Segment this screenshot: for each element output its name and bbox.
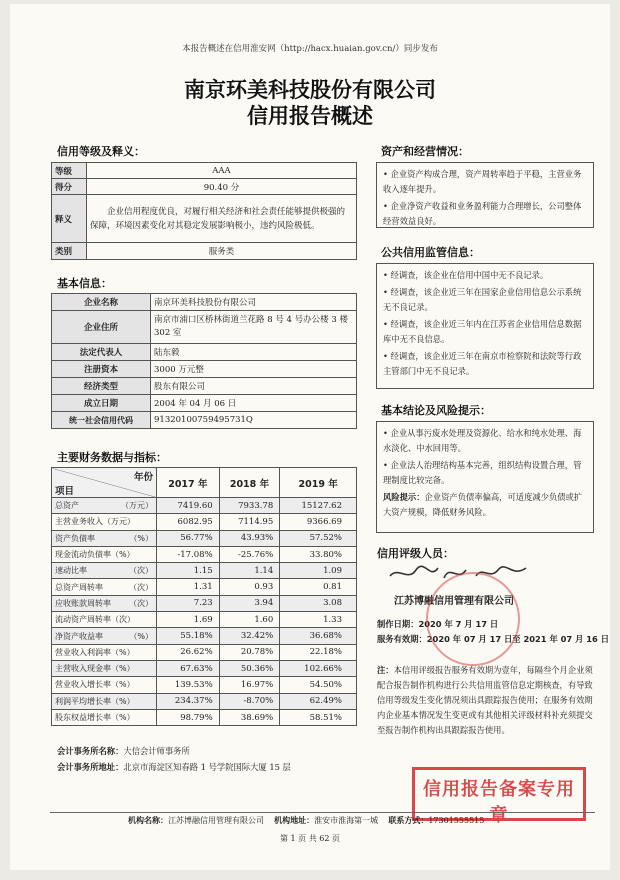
finance-value: 15127.62 xyxy=(280,498,357,514)
basic-label: 注册资本 xyxy=(52,361,151,378)
finance-value: 139.53% xyxy=(157,677,220,693)
finance-value: 3.94 xyxy=(219,595,280,611)
finance-item-label: 利润平均增长率（%） xyxy=(52,693,157,709)
finance-item-label: 总资产周转率 （次） xyxy=(52,579,157,595)
finance-value: 36.68% xyxy=(280,628,357,644)
finance-item-label: 应收账款周转率 （次） xyxy=(52,595,157,611)
footer-divider xyxy=(50,812,595,813)
credit-label: 得分 xyxy=(52,179,87,195)
conclusion-heading: 基本结论及风险提示： xyxy=(381,404,491,417)
note-block xyxy=(377,663,593,738)
basic-value: 南京环美科技股份有限公司 xyxy=(151,294,357,311)
finance-value: 33.80% xyxy=(280,546,357,562)
finance-value: 1.69 xyxy=(157,612,220,628)
supervision-heading: 公共信用监管信息： xyxy=(381,246,480,259)
table-row xyxy=(52,563,357,579)
credit-heading: 信用等级及释义： xyxy=(57,145,145,158)
table-row xyxy=(52,660,357,676)
credit-value: 服务类 xyxy=(87,243,357,260)
assets-item: • 企业净资产收益和业务盈利能力合理增长，公司整体经营效益良好。 xyxy=(383,201,582,226)
finance-value: 16.97% xyxy=(219,677,280,693)
finance-value: 1.33 xyxy=(280,612,357,628)
footer-phone-value: 17301555515 xyxy=(428,816,485,825)
raters-heading: 信用评级人员： xyxy=(377,547,454,560)
finance-value: 26.62% xyxy=(157,644,220,660)
supervision-item: • 经调查，该企业近三年在南京市检察院和法院等行政主管部门中无不良记录。 xyxy=(383,351,582,376)
year-header: 2019 年 xyxy=(280,468,357,498)
filing-stamp-text: 信用报告备案专用章 xyxy=(423,779,575,826)
conclusion-item: • 企业法人治理结构基本完善，组织结构设置合理，管理制度比较完备。 xyxy=(383,460,582,485)
assets-box xyxy=(376,162,594,228)
footer-addr-value: 淮安市淮海第一城 xyxy=(314,816,379,825)
table-row xyxy=(52,546,357,562)
supervision-item: • 经调查，该企业在信用中国中无不良记录。 xyxy=(383,270,549,280)
finance-value: 1.15 xyxy=(157,563,220,579)
basic-label: 法定代表人 xyxy=(52,344,151,361)
basic-label: 经济类型 xyxy=(52,378,151,395)
basic-value: 91320100759495731Q xyxy=(151,412,357,429)
supervision-item: • 经调查，该企业近三年在国家企业信用信息公示系统无不良记录。 xyxy=(383,287,582,312)
table-row xyxy=(52,514,357,530)
finance-item-label: 速动比率 （次） xyxy=(52,563,157,579)
table-row xyxy=(52,595,357,611)
footer-line xyxy=(128,815,484,826)
finance-value: 57.52% xyxy=(280,530,357,546)
footer-phone-label: 联系方式： xyxy=(388,816,429,825)
report-title: 信用报告概述 xyxy=(247,104,373,128)
finance-value: 1.14 xyxy=(219,563,280,579)
report-page xyxy=(10,4,610,870)
basic-label: 成立日期 xyxy=(52,395,151,412)
round-seal-icon xyxy=(426,572,520,666)
basic-value: 3000 万元整 xyxy=(151,361,357,378)
finance-value: 6082.95 xyxy=(157,514,220,530)
finance-value: 1.60 xyxy=(219,612,280,628)
service-period: 服务有效期：2020 年 07 月 17 日至 2021 年 07 月 16 日 xyxy=(377,634,610,644)
finance-value: 7.23 xyxy=(157,595,220,611)
note-label: 注： xyxy=(377,665,394,675)
finance-value: 0.93 xyxy=(219,579,280,595)
risk-tip xyxy=(383,490,587,520)
credit-value: AAA xyxy=(87,163,357,179)
supervision-box xyxy=(376,263,594,389)
table-row xyxy=(52,644,357,660)
finance-value: 32.42% xyxy=(219,628,280,644)
risk-label: 风险提示： xyxy=(383,492,425,502)
finance-value: 38.69% xyxy=(219,709,280,725)
finance-item-label: 总资产 （万元） xyxy=(52,498,157,514)
finance-value: 234.37% xyxy=(157,693,220,709)
firm-address-label: 会计事务所地址： xyxy=(57,762,124,772)
basic-value: 股东有限公司 xyxy=(151,378,357,395)
company-title: 南京环美科技股份有限公司 xyxy=(184,78,436,102)
rater-org: 江苏博融信用管理有限公司 xyxy=(394,596,514,607)
conclusion-item: • 企业从事污废水处理及资源化、给水和纯水处理、海水淡化、中水回用等。 xyxy=(383,428,582,453)
finance-value: 3.08 xyxy=(280,595,357,611)
basic-heading: 基本信息： xyxy=(57,277,112,290)
supervision-item: • 经调查，该企业近三年内在江苏省企业信用信息数据库中无不良信息。 xyxy=(383,319,582,344)
finance-item-label: 主营业务收入（万元） xyxy=(52,514,157,530)
finance-value: 58.51% xyxy=(280,709,357,725)
credit-label: 等级 xyxy=(52,163,87,179)
finance-item-label: 净资产收益率 （%） xyxy=(52,628,157,644)
finance-value: 1.31 xyxy=(157,579,220,595)
finance-value: 98.79% xyxy=(157,709,220,725)
finance-item-label: 营业收入增长率（%） xyxy=(52,677,157,693)
finance-value: -17.08% xyxy=(157,546,220,562)
finance-value: 7933.78 xyxy=(219,498,280,514)
basic-value: 南京市浦口区桥林街道兰花路 8 号 4 号办公楼 3 楼 302 室 xyxy=(151,311,357,344)
finance-item-label: 股东权益增长率（%） xyxy=(52,709,157,725)
corner-item-label: 项目 xyxy=(55,485,75,497)
basic-table xyxy=(51,293,357,429)
finance-item-label: 主营收入现金率（%） xyxy=(52,660,157,676)
table-row xyxy=(52,498,357,514)
year-header: 2018 年 xyxy=(219,468,280,498)
assets-item: • 企业资产构成合理，资产周转率趋于平稳，主营业务收入逐年提升。 xyxy=(383,169,582,194)
basic-label: 企业住所 xyxy=(52,311,151,344)
finance-value: 0.81 xyxy=(280,579,357,595)
header-note: 本报告概述在信用淮安网（http://hacx.huaian.gov.cn/）同步发布 xyxy=(182,44,438,54)
conclusion-box xyxy=(376,421,594,533)
firm-name-label: 会计事务所名称： xyxy=(57,746,124,756)
firm-name-value: 大信会计师事务所 xyxy=(123,746,190,756)
risk-text: 企业资产负债率偏高，可适度减少负债或扩大资产规模，降低财务风险。 xyxy=(383,492,583,517)
finance-item-label: 资产负债率 （%） xyxy=(52,530,157,546)
footer-org-label: 机构名称： xyxy=(128,816,168,825)
finance-value: -8.70% xyxy=(219,693,280,709)
basic-label: 企业名称 xyxy=(52,294,151,311)
finance-value: 43.93% xyxy=(219,530,280,546)
credit-label: 类别 xyxy=(52,243,87,260)
finance-value: 56.77% xyxy=(157,530,220,546)
assets-heading: 资产和经营情况： xyxy=(381,145,469,158)
finance-item-label: 流动资产周转率（次） xyxy=(52,612,157,628)
table-row xyxy=(52,693,357,709)
finance-value: 62.49% xyxy=(280,693,357,709)
finance-value: 102.66% xyxy=(280,660,357,676)
firm-address-value: 北京市海淀区知春路 1 号学院国际大厦 15 层 xyxy=(123,762,291,772)
basic-value: 陆东毅 xyxy=(151,344,357,361)
credit-table xyxy=(51,162,357,260)
finance-value: 50.36% xyxy=(219,660,280,676)
finance-value: 7114.95 xyxy=(219,514,280,530)
credit-label: 释义 xyxy=(52,195,87,243)
finance-item-label: 营业收入利润率（%） xyxy=(52,644,157,660)
finance-value: -25.76% xyxy=(219,546,280,562)
finance-value: 54.50% xyxy=(280,677,357,693)
credit-value: 企业信用程度优良，对履行相关经济和社会责任能够提供极强的保障，环境因素变化对其稳定发展影响极小，违约风险极低。 xyxy=(87,195,357,243)
finance-value: 1.09 xyxy=(280,563,357,579)
finance-value: 9366.69 xyxy=(280,514,357,530)
note-text: 本信用评级报告服务有效期为壹年，每隔叁个月企业须配合报告制作机构进行公共信用监管信息定期核查，有导致信用等级发生变化情况须出具跟踪报告使用；在服务有效期内企业基本情况发生变更或有其他相关评级材料补充须提交至报告制作机构出具跟踪报告使用。 xyxy=(377,665,593,735)
firm-name-line xyxy=(57,745,190,757)
finance-value: 67.63% xyxy=(157,660,220,676)
finance-heading: 主要财务数据与指标： xyxy=(57,451,167,464)
table-row xyxy=(52,628,357,644)
finance-value: 7419.60 xyxy=(157,498,220,514)
table-row xyxy=(52,612,357,628)
table-row xyxy=(52,709,357,725)
made-date: 制作日期：2020 年 7 月 17 日 xyxy=(377,619,499,629)
finance-value: 55.18% xyxy=(157,628,220,644)
footer-org-value: 江苏博融信用管理有限公司 xyxy=(168,816,264,825)
finance-corner xyxy=(52,468,157,498)
table-row xyxy=(52,677,357,693)
finance-value: 22.18% xyxy=(280,644,357,660)
table-row xyxy=(52,579,357,595)
finance-value: 20.78% xyxy=(219,644,280,660)
basic-label: 统一社会信用代码 xyxy=(52,412,151,429)
table-row xyxy=(52,530,357,546)
finance-item-label: 现金流动负债率（%） xyxy=(52,546,157,562)
credit-value: 90.40 分 xyxy=(87,179,357,195)
finance-table xyxy=(51,467,357,726)
firm-address-line xyxy=(57,761,291,773)
footer-addr-label: 机构地址： xyxy=(274,816,315,825)
year-header: 2017 年 xyxy=(157,468,220,498)
corner-year-label: 年份 xyxy=(133,471,153,483)
page-number: 第 1 页 共 62 页 xyxy=(280,834,340,843)
basic-value: 2004 年 04 月 06 日 xyxy=(151,395,357,412)
